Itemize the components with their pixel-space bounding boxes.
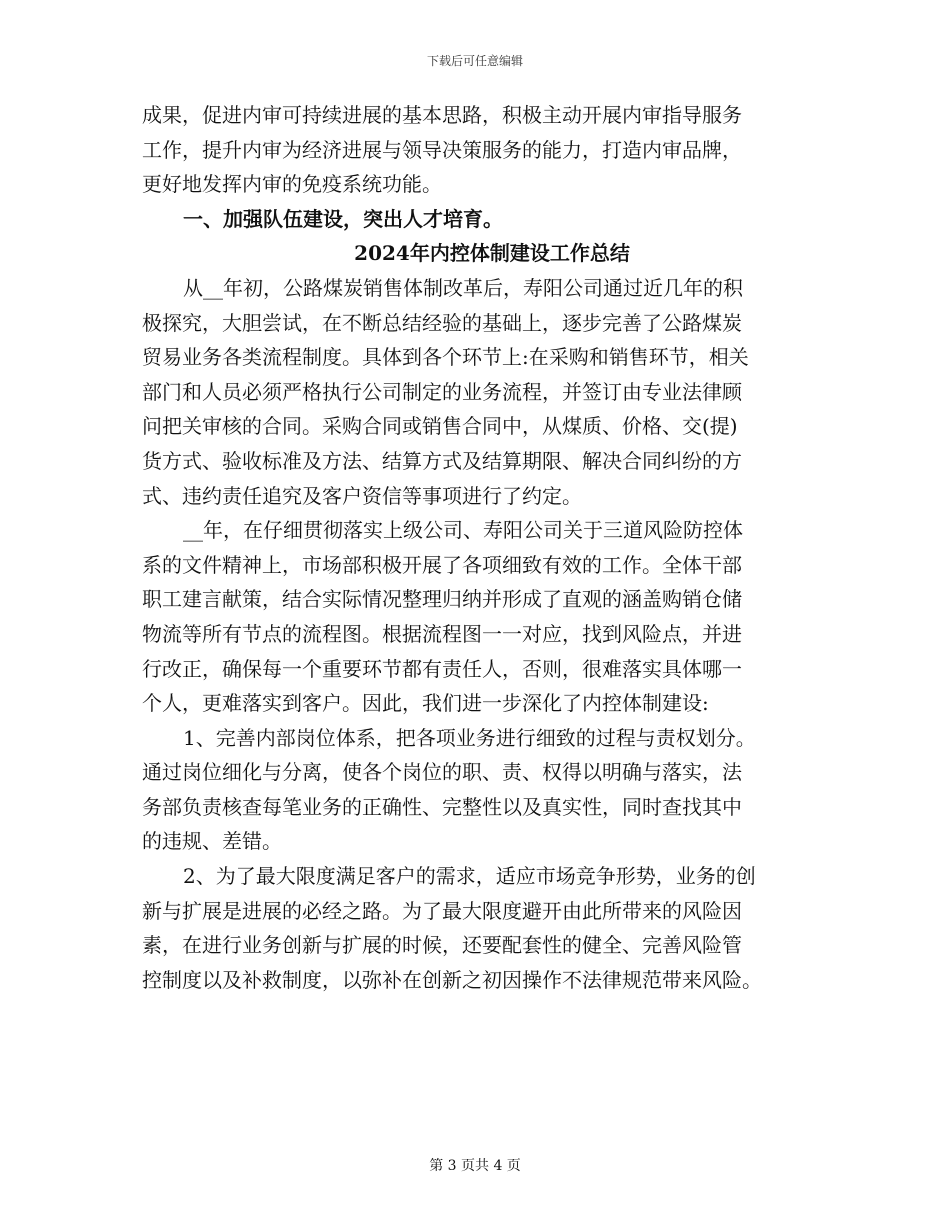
section-heading: 一、加强队伍建设，突出人才培育。 — [183, 206, 503, 231]
document-title: 2024年内控体制建设工作总结 — [354, 241, 630, 266]
text-line: 通过岗位细化与分离，使各个岗位的职、责、权得以明确与落实，法 — [142, 760, 742, 785]
text-line: 物流等所有节点的流程图。根据流程图一一对应，找到风险点，并进 — [142, 621, 742, 646]
document-body — [142, 98, 812, 997]
text-line: 贸易业务各类流程制度。具体到各个环节上:在采购和销售环节，相关 — [142, 345, 749, 370]
text-line: 系的文件精神上，市场部积极开展了各项细致有效的工作。全体干部 — [142, 552, 742, 577]
text-line: 的违规、差错。 — [142, 829, 282, 854]
text-line: 务部负责核查每笔业务的正确性、完整性以及真实性，同时查找其中 — [142, 794, 742, 819]
text-line: 极探究，大胆尝试，在不断总结经验的基础上，逐步完善了公路煤炭 — [142, 310, 742, 335]
text-line: 行改正，确保每一个重要环节都有责任人，否则，很难落实具体哪一 — [142, 656, 742, 681]
text-line: 新与扩展是进展的必经之路。为了最大限度避开由此所带来的风险因 — [142, 898, 742, 923]
text-line: 货方式、验收标准及方法、结算方式及结算期限、解决合同纠纷的方 — [142, 448, 742, 473]
text-line: 控制度以及补救制度，以弥补在创新之初因操作不法律规范带来风险。 — [142, 967, 762, 992]
text-line: 工作，提升内审为经济进展与领导决策服务的能力，打造内审品牌， — [142, 137, 742, 162]
text-line: 式、违约责任追究及客户资信等事项进行了约定。 — [142, 483, 582, 508]
text-line: 更好地发挥内审的免疫系统功能。 — [142, 172, 442, 197]
text-line: 成果，促进内审可持续进展的基本思路，积极主动开展内审指导服务 — [142, 103, 742, 127]
page-header: 下载后可任意编辑 — [426, 54, 523, 68]
page-footer: 第 3 页共 4 页 — [429, 1158, 521, 1174]
text-line: 2、为了最大限度满足客户的需求，适应市场竞争形势，业务的创 — [183, 864, 756, 889]
text-line: 部门和人员必须严格执行公司制定的业务流程，并签订由专业法律顾 — [142, 379, 742, 404]
text-line: 1、完善内部岗位体系，把各项业务进行细致的过程与责权划分。 — [183, 725, 756, 750]
text-line: 从__年初，公路煤炭销售体制改革后，寿阳公司通过近几年的积 — [183, 275, 743, 300]
text-line: 职工建言献策，结合实际情况整理归纳并形成了直观的涵盖购销仓储 — [142, 587, 742, 612]
text-line: __年，在仔细贯彻落实上级公司、寿阳公司关于三道风险防控体 — [183, 518, 743, 543]
text-line: 个人，更难落实到客户。因此，我们进一步深化了内控体制建设: — [142, 691, 709, 716]
text-line: 素，在进行业务创新与扩展的时候，还要配套性的健全、完善风险管 — [142, 933, 742, 958]
text-line: 问把关审核的合同。采购合同或销售合同中，从煤质、价格、交(提) — [142, 414, 738, 439]
